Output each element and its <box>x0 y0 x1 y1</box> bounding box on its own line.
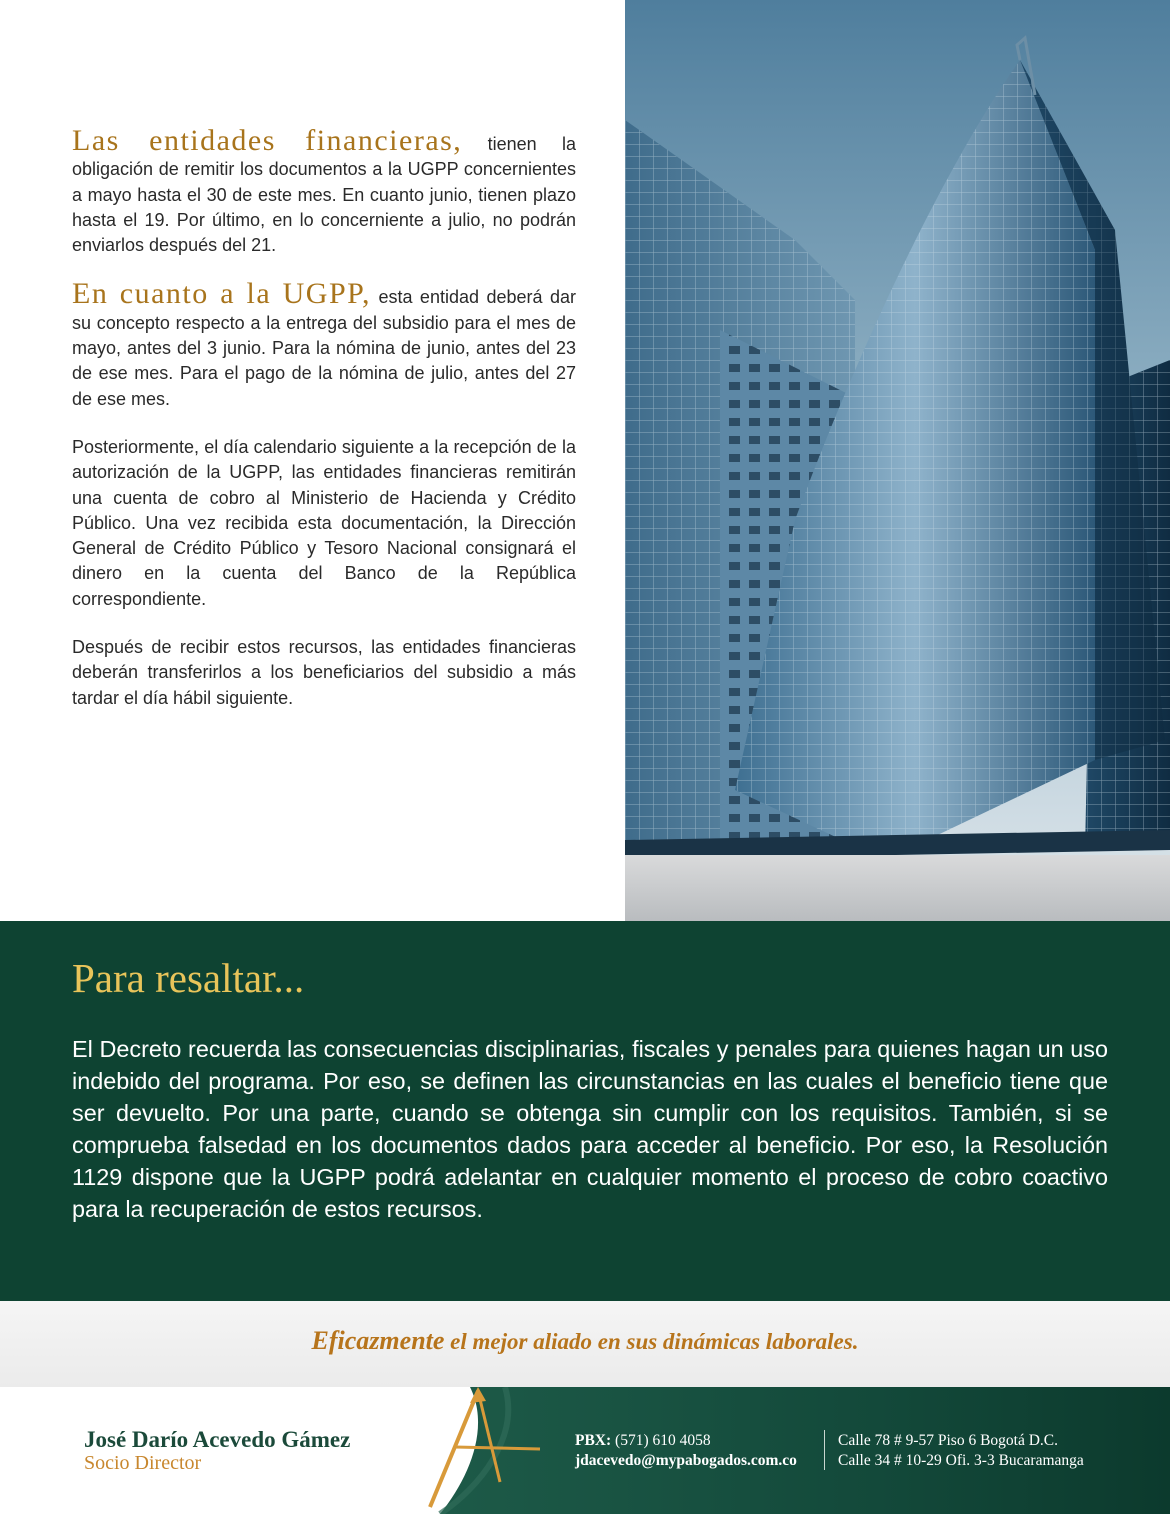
address-block <box>838 1431 1084 1471</box>
lead-ugpp: En cuanto a la UGPP, <box>72 277 371 311</box>
article-column <box>72 124 576 734</box>
email-link[interactable]: jdacevedo@mypabogados.com.co <box>575 1452 797 1469</box>
footer-divider <box>824 1430 825 1470</box>
phone-line <box>575 1431 797 1451</box>
slogan-lead: Eficazmente <box>311 1326 445 1355</box>
slogan <box>0 1326 1170 1356</box>
text-ugpp: esta entidad deberá dar su concepto respecto a la entrega del subsidio para el mes de mayo, antes del 3 junio. Para la nómina de junio, antes del 23 de ese mes. Para el pago de la nómina de julio, antes del 27 de ese mes. <box>72 287 576 409</box>
address-bogota: Calle 78 # 9-57 Piso 6 Bogotá D.C. <box>838 1432 1059 1449</box>
pbx-label: PBX: <box>575 1432 612 1449</box>
slogan-rest: el mejor aliado en sus dinámicas laborales. <box>444 1329 859 1354</box>
highlight-title: Para resaltar... <box>72 955 305 1001</box>
paragraph-despues: Después de recibir estos recursos, las entidades financieras deberán transferirlos a los beneficiarios del subsidio a más tardar el día hábil siguiente. <box>72 637 576 708</box>
paragraph-entidades <box>72 124 576 258</box>
director-role: Socio Director <box>84 1452 202 1474</box>
contact-block <box>575 1431 797 1471</box>
building-image <box>625 0 1170 921</box>
lead-entidades: Las entidades financieras, <box>72 124 463 157</box>
paragraph-posteriormente: Posteriormente, el día calendario siguiente a la recepción de la autorización de la UGPP, las entidades financieras remitirán una cuenta de cobro al Ministerio de Hacienda y Crédito Público. Una vez recibida esta documentación, la Dirección General de Crédito Público y Tesoro Nacional consignará el dinero en la cuenta del Banco de la República correspondiente. <box>72 436 576 609</box>
pbx-number: (571) 610 4058 <box>611 1432 711 1449</box>
highlight-text: El Decreto recuerda las consecuencias disciplinarias, fiscales y penales para quienes hagan un uso indebido del programa. Por eso, se definen las circunstancias en las cuales el beneficio tiene que ser devuelto. Por una parte, cuando se obtenga sin cumplir con los requisitos. También, si se comprueba falsedad en los documentos dados para acceder al beneficio. Por eso, la Resolución 1129 dispone que la UGPP podrá adelantar en cualquier momento el proceso de cobro coactivo para la recuperación de estos recursos. <box>72 1036 1108 1223</box>
director-name: José Darío Acevedo Gámez <box>84 1427 351 1452</box>
text-entidades: tienen la obligación de remitir los documentos a la UGPP concernientes a mayo hasta el 30 de este mes. En cuanto junio, tienen plazo hasta el 19. Por último, en lo concerniente a julio, no podrán enviarlos después del 21. <box>72 134 576 256</box>
paragraph-ugpp <box>72 277 576 411</box>
address-bucaramanga: Calle 34 # 10-29 Ofi. 3-3 Bucaramanga <box>838 1452 1084 1469</box>
